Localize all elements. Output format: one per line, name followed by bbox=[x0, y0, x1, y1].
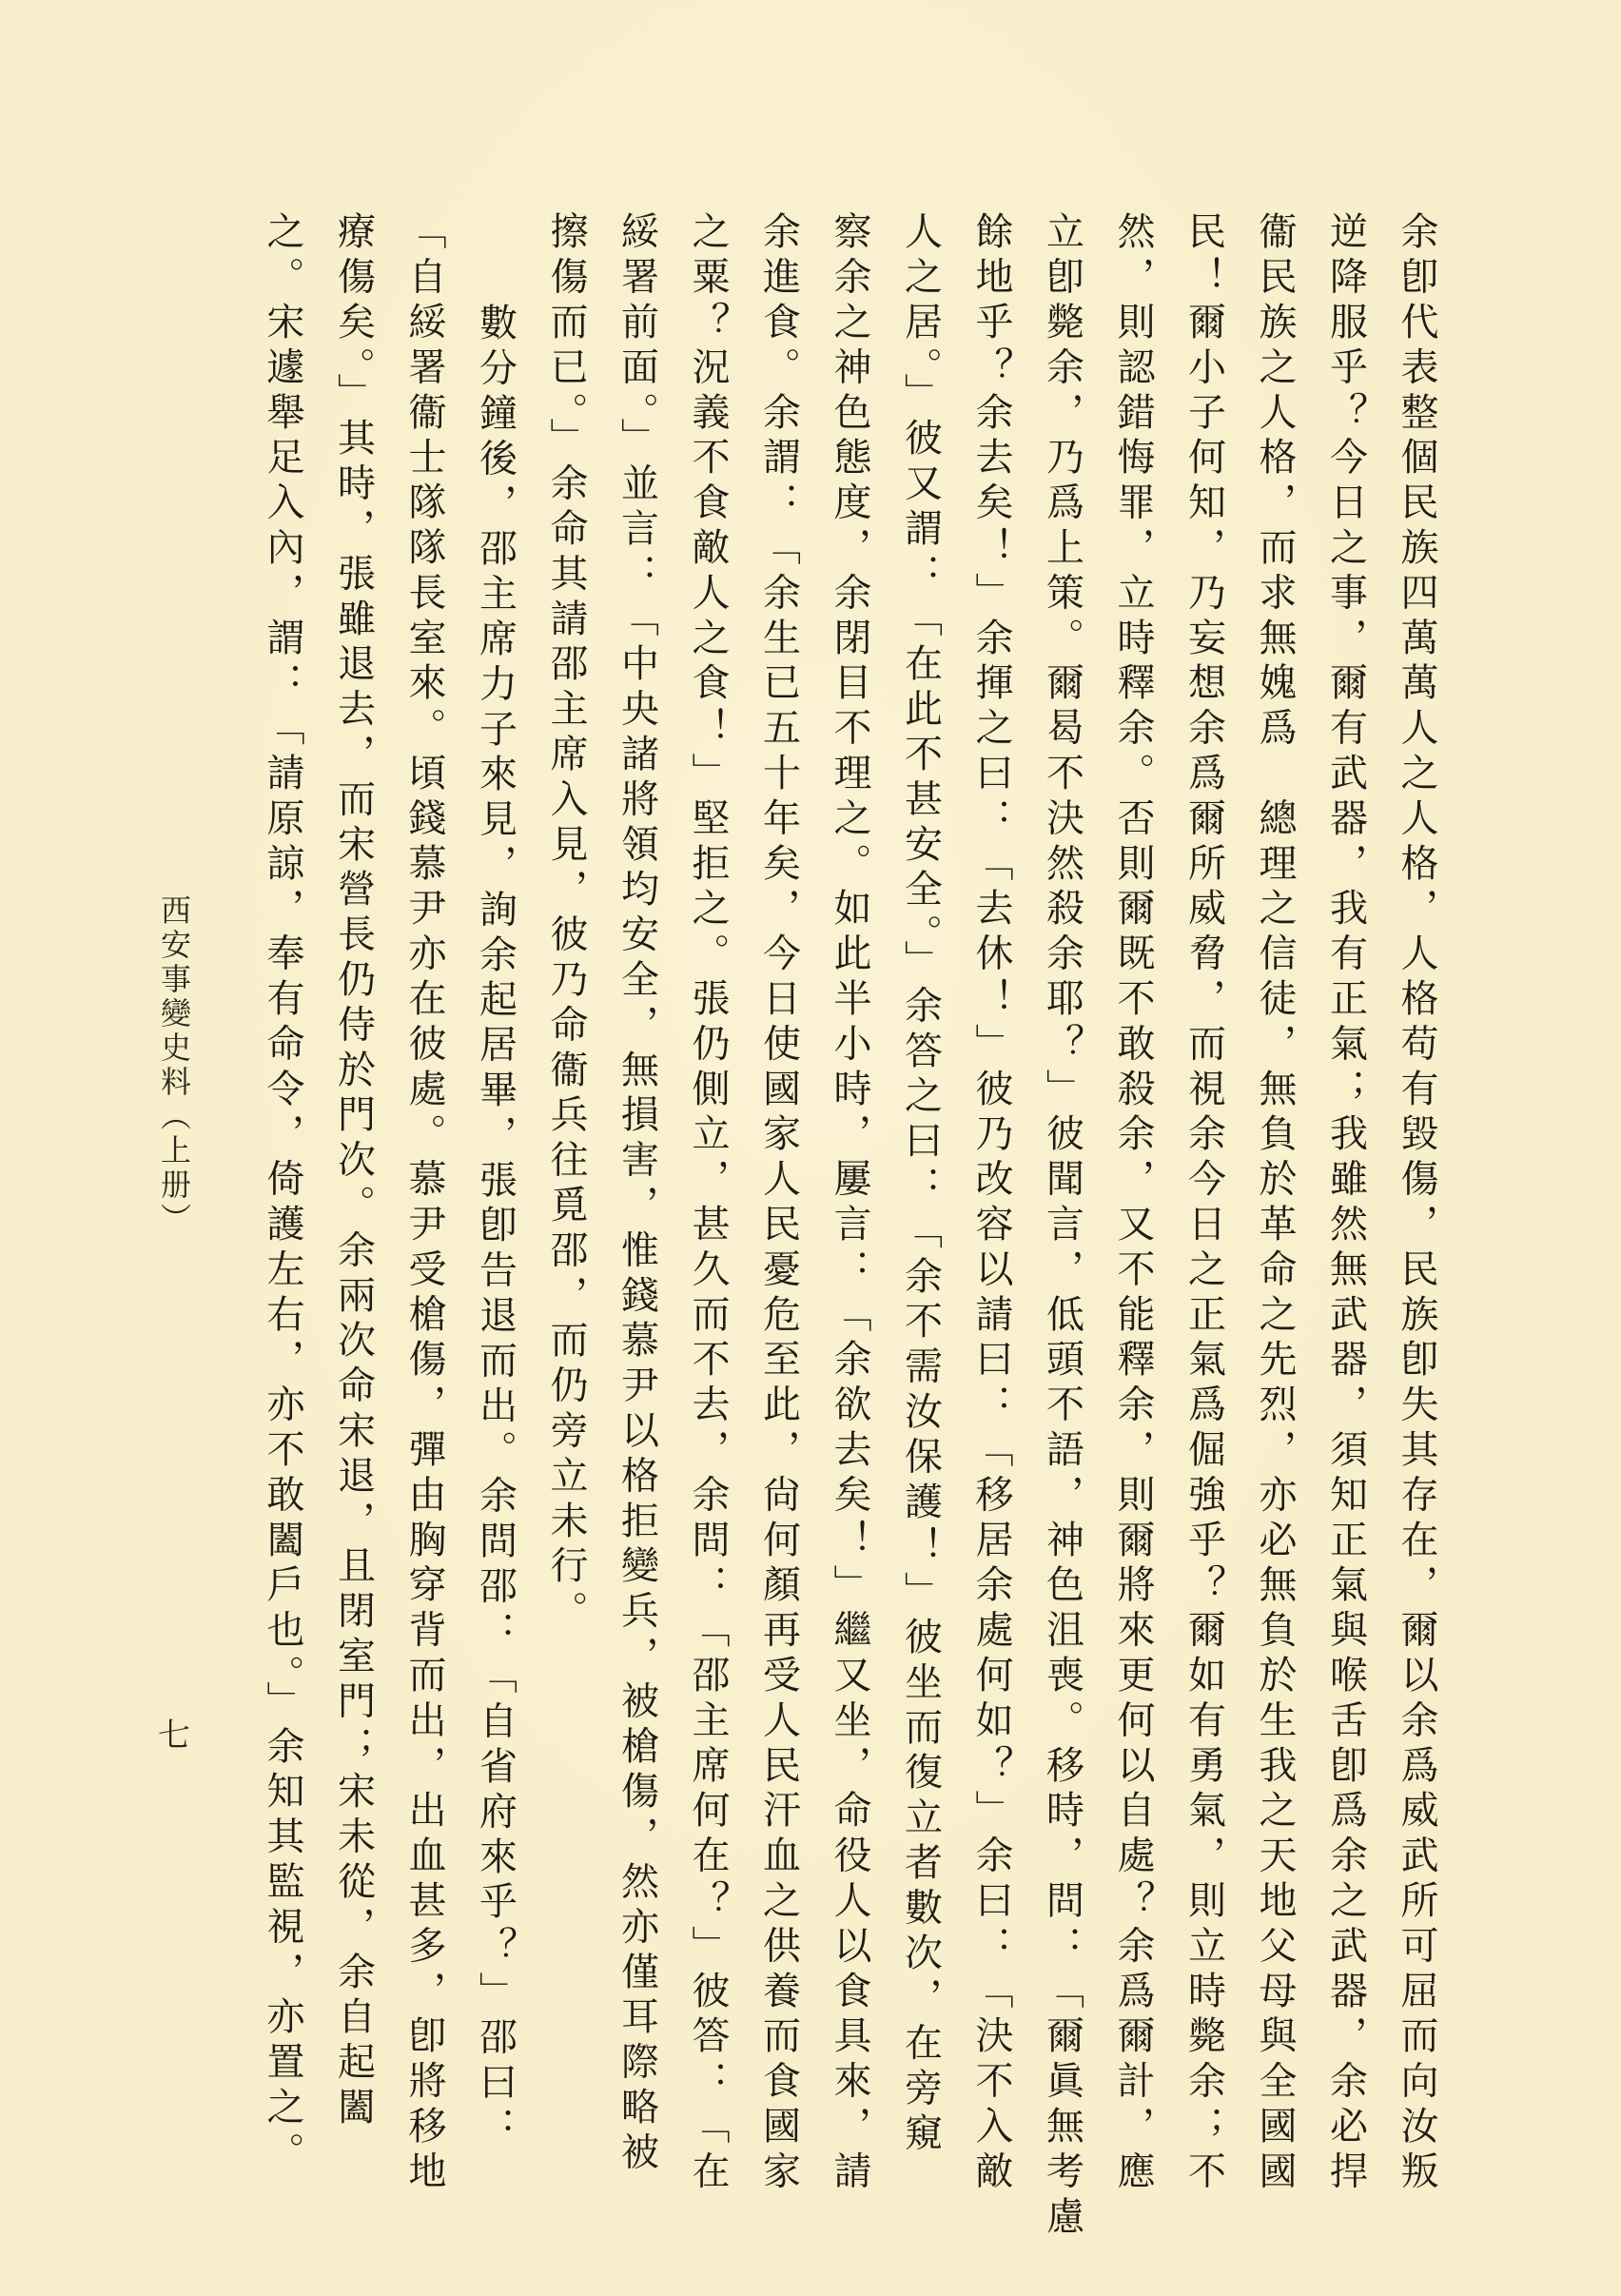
text-column-1: 余卽代表整個民族四萬萬人之人格，人格苟有毀傷，民族卽失其存在，爾以余爲威武所可屈而向汝叛 bbox=[1395, 211, 1438, 2196]
text-column-6: 立卽斃余，乃爲上策。爾曷不決然殺余耶？」彼聞言，低頭不語，神色沮喪。移時，問：「爾眞無考慮 bbox=[1040, 211, 1084, 2241]
running-footer-book-title: 西安事變史料（上册） bbox=[156, 894, 192, 1237]
text-column-8: 人之居。」彼又謂：「在此不甚安全。」余答之曰：「余不需汝保護！」彼坐而復立者數次，在旁窺 bbox=[898, 211, 943, 2158]
text-column-5: 然，則認錯悔罪，立時釋余。否則爾既不敢殺余，又不能釋余，則爾將來更何以自處？余爲爾計，應 bbox=[1111, 211, 1155, 2196]
text-column-17: 之。宋遽舉足入內，謂：「請原諒，奉有命令，倚護左右，亦不敢闔戶也。」余知其監視，亦置之。 bbox=[261, 211, 304, 2177]
text-column-4: 民！爾小子何知，乃妄想余爲爾所威脅，而視余今日之正氣爲倔強乎？爾如有勇氣，則立時斃余；不 bbox=[1182, 211, 1226, 2196]
text-column-12: 綏署前面。」並言：「中央諸將領均安全，無損害，惟錢慕尹以格拒變兵，被槍傷，然亦僅耳際略被 bbox=[615, 211, 659, 2177]
text-column-3: 衞民族之人格，而求無媿爲 總理之信徒，無負於革命之先烈，亦必無負於生我之天地父母與全國國 bbox=[1253, 211, 1297, 2196]
text-column-2: 逆降服乎？今日之事，爾有武器，我有正氣；我雖然無武器，須知正氣與喉舌卽爲余之武器，余必捍 bbox=[1323, 211, 1368, 2196]
text-column-9: 察余之神色態度，余閉目不理之。如此半小時，屢言：「余欲去矣！」繼又坐，命役人以食具來，請 bbox=[828, 211, 871, 2196]
text-column-11: 之粟？況義不食敵人之食！」堅拒之。張仍側立，甚久而不去，余問：「邵主席何在？」彼答：「在 bbox=[686, 211, 730, 2196]
vertical-body-text bbox=[247, 211, 1453, 2241]
text-column-15: 「自綏署衞士隊隊長室來。頃錢慕尹亦在彼處。慕尹受槍傷，彈由胸穿背而出，出血甚多，卽將移地 bbox=[402, 211, 446, 2196]
text-column-7: 餘地乎？余去矣！」余揮之曰：「去休！」彼乃改容以請曰：「移居余處何如？」余曰：「決不入敵 bbox=[969, 211, 1013, 2196]
text-column-14-paragraph-start: 數分鐘後，邵主席力子來見，詢余起居畢，張卽告退而出。余問邵：「自省府來乎？」邵曰： bbox=[473, 303, 518, 2152]
text-column-10: 余進食。余謂：「余生已五十年矣，今日使國家人民憂危至此，尙何顏再受人民汗血之供養而食國家 bbox=[756, 211, 801, 2196]
page-number: 七 bbox=[158, 1717, 190, 1755]
text-column-13: 擦傷而已。」余命其請邵主席入見，彼乃命衞兵往覓邵，而仍旁立未行。 bbox=[544, 211, 588, 1636]
text-column-16: 療傷矣。」其時，張雖退去，而宋營長仍侍於門次。余兩次命宋退，且閉室門；宋未從，余自起闔 bbox=[331, 211, 376, 2132]
